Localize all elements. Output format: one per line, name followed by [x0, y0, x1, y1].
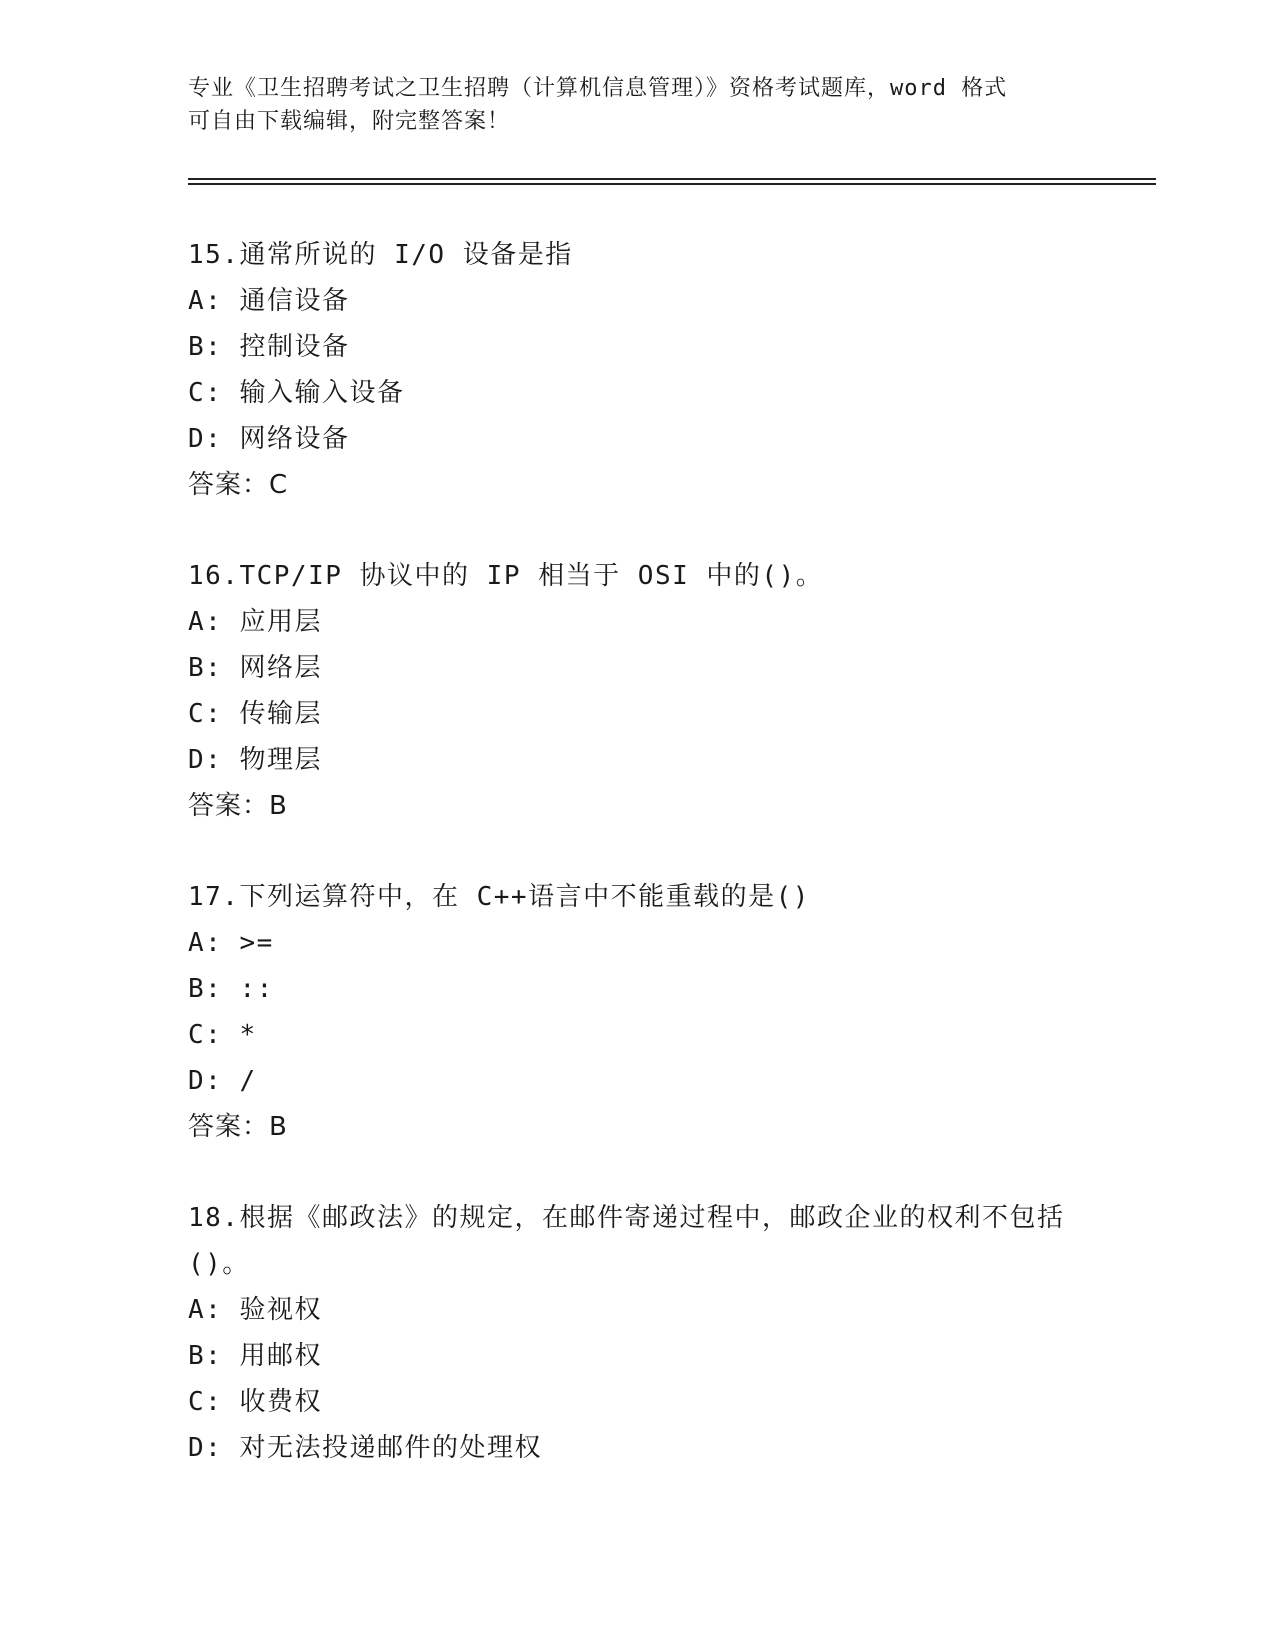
- question-text: 16.TCP/IP 协议中的 IP 相当于 OSI 中的()。: [188, 561, 824, 591]
- question-text: 15.通常所说的 I/O 设备是指: [188, 240, 573, 270]
- question-18: [188, 1195, 1088, 1471]
- option-a: A: 通信设备: [188, 286, 350, 316]
- question-list: [188, 232, 1088, 1516]
- option-d: D: 物理层: [188, 745, 322, 775]
- header-line-1: 专业《卫生招聘考试之卫生招聘（计算机信息管理）》资格考试题库，word 格式: [188, 76, 1008, 101]
- option-b: B: 网络层: [188, 653, 322, 683]
- option-c: C: *: [188, 1020, 257, 1050]
- option-a: A: >=: [188, 928, 274, 958]
- header-divider-top: [188, 178, 1156, 180]
- header-line-2: 可自由下载编辑，附完整答案！: [188, 109, 511, 134]
- question-17: [188, 874, 1088, 1150]
- option-b: B: 用邮权: [188, 1341, 322, 1371]
- option-b: B: ::: [188, 974, 274, 1004]
- question-text: 17.下列运算符中，在 C++语言中不能重载的是(): [188, 882, 810, 912]
- option-b: B: 控制设备: [188, 332, 350, 362]
- document-header: [188, 72, 1088, 138]
- answer-label: 答案：B: [188, 791, 288, 821]
- answer-label: 答案：C: [188, 470, 289, 500]
- question-text: 18.根据《邮政法》的规定，在邮件寄递过程中，邮政企业的权利不包括()。: [188, 1203, 1065, 1279]
- option-d: D: /: [188, 1066, 257, 1096]
- question-15: [188, 232, 1088, 508]
- option-d: D: 对无法投递邮件的处理权: [188, 1433, 542, 1463]
- option-a: A: 应用层: [188, 607, 322, 637]
- header-divider-bottom: [188, 183, 1156, 185]
- option-d: D: 网络设备: [188, 424, 350, 454]
- question-16: [188, 553, 1088, 829]
- option-c: C: 输入输入设备: [188, 378, 405, 408]
- option-a: A: 验视权: [188, 1295, 322, 1325]
- answer-label: 答案：B: [188, 1112, 288, 1142]
- option-c: C: 传输层: [188, 699, 322, 729]
- option-c: C: 收费权: [188, 1387, 322, 1417]
